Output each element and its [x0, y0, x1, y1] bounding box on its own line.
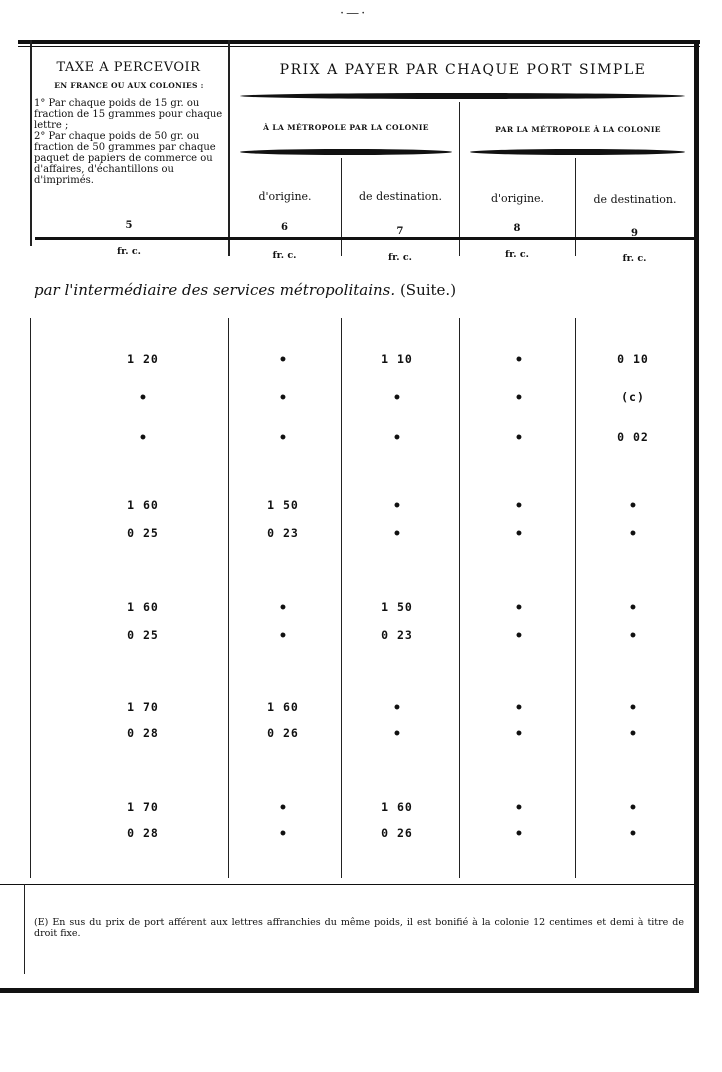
- table-cell-row5-col8: •: [514, 526, 524, 542]
- table-cell-row11-col5: 0 28: [127, 826, 159, 840]
- table-cell-row9-col5: 0 28: [127, 726, 159, 740]
- col7-label: de destination.: [359, 190, 442, 203]
- table-cell-row9-col9: •: [628, 726, 638, 742]
- table-cell-row2-col7: •: [392, 390, 402, 406]
- table-cell-row1-col5: 1 20: [127, 352, 159, 366]
- col9-label: de destination.: [593, 193, 677, 206]
- table-cell-row4-col9: •: [628, 498, 638, 514]
- header-left-rule: [30, 40, 32, 246]
- col5-description: [34, 98, 224, 186]
- table-cell-row8-col8: •: [514, 700, 524, 716]
- prix-underline: [240, 93, 685, 99]
- table-cell-row10-col7: 1 60: [381, 800, 413, 814]
- col8-number: 8: [513, 223, 521, 234]
- header-divider-8-9: [575, 158, 576, 256]
- col6-unit: fr. c.: [272, 250, 297, 261]
- section-caption: [34, 281, 456, 299]
- prix-title: PRIX A PAYER PAR CHAQUE PORT SIMPLE: [279, 62, 647, 78]
- col5-item-1: 1° Par chaque poids de 15 gr. ou fraction de 15 grammes pour chaque lettre ;: [34, 98, 223, 131]
- col8-unit: fr. c.: [505, 249, 529, 260]
- group-a-label: À LA MÉTROPOLE PAR LA COLONIE: [263, 123, 429, 132]
- header-divider-6-7: [341, 158, 342, 256]
- table-cell-row5-col9: •: [628, 526, 638, 542]
- table-top-rule: [18, 40, 700, 44]
- group-b-label: PAR LA MÉTROPOLE À LA COLONIE: [495, 125, 661, 134]
- table-cell-row3-col9: 0 02: [617, 430, 649, 444]
- table-cell-row4-col7: •: [392, 498, 402, 514]
- table-cell-row1-col6: •: [278, 352, 288, 368]
- table-top-rule-thin: [18, 46, 700, 47]
- table-cell-row1-col9: 0 10: [617, 352, 649, 366]
- col9-number: 9: [631, 228, 638, 239]
- table-cell-row10-col5: 1 70: [127, 800, 159, 814]
- table-cell-row5-col6: 0 23: [267, 526, 299, 540]
- table-cell-row6-col8: •: [514, 600, 524, 616]
- col6-label: d'origine.: [258, 190, 312, 203]
- table-cell-row2-col8: •: [514, 390, 524, 406]
- table-cell-row3-col6: •: [278, 430, 288, 446]
- table-cell-row8-col5: 1 70: [127, 700, 159, 714]
- table-cell-row7-col7: 0 23: [381, 628, 413, 642]
- table-cell-row5-col5: 0 25: [127, 526, 159, 540]
- table-cell-row6-col6: •: [278, 600, 288, 616]
- table-cell-row11-col8: •: [514, 826, 524, 842]
- table-cell-row3-col7: •: [392, 430, 402, 446]
- table-cell-row11-col7: 0 26: [381, 826, 413, 840]
- table-cell-row6-col5: 1 60: [127, 600, 159, 614]
- table-cell-row10-col6: •: [278, 800, 288, 816]
- caption-text: par l'intermédiaire des services métropolitains.: [34, 281, 396, 299]
- table-cell-row7-col6: •: [278, 628, 288, 644]
- table-cell-row1-col8: •: [514, 352, 524, 368]
- page-number: ·—·: [340, 6, 368, 21]
- col5-subtitle: EN FRANCE OU AUX COLONIES :: [54, 81, 204, 90]
- footnote: (E) En sus du prix de port afférent aux lettres affranchies du même poids, il est bonifié à la colonie 12 centimes et demi à titre de droit fixe.: [34, 917, 684, 939]
- table-cell-row8-col7: •: [392, 700, 402, 716]
- col9-unit: fr. c.: [622, 253, 647, 264]
- table-cell-row11-col6: •: [278, 826, 288, 842]
- footnote-rule: [0, 884, 694, 885]
- caption-suite: (Suite.): [399, 281, 457, 299]
- col8-label: d'origine.: [490, 192, 545, 205]
- table-cell-row1-col7: 1 10: [381, 352, 413, 366]
- table-cell-row9-col8: •: [514, 726, 524, 742]
- table-cell-row2-col6: •: [278, 390, 288, 406]
- col7-number: 7: [396, 226, 404, 237]
- table-cell-row4-col8: •: [514, 498, 524, 514]
- table-cell-row2-col5: •: [138, 390, 148, 406]
- table-cell-row9-col7: •: [392, 726, 402, 742]
- table-cell-row5-col7: •: [392, 526, 402, 542]
- table-right-rule: [694, 40, 699, 993]
- table-cell-row6-col7: 1 50: [381, 600, 413, 614]
- table-bottom-rule: [0, 988, 699, 993]
- body-left-rule: [30, 318, 31, 878]
- body-divider-6-7: [341, 318, 342, 878]
- body-divider-8-9: [575, 318, 576, 878]
- table-cell-row3-col8: •: [514, 430, 524, 446]
- group-a-underline: [240, 149, 452, 155]
- table-cell-row6-col9: •: [628, 600, 638, 616]
- footnote-left-rule: [24, 884, 25, 974]
- body-divider-7-8: [459, 318, 460, 878]
- table-cell-row3-col5: •: [138, 430, 148, 446]
- table-cell-row4-col6: 1 50: [267, 498, 299, 512]
- table-cell-row4-col5: 1 60: [127, 498, 159, 512]
- col5-title: TAXE A PERCEVOIR: [56, 60, 201, 75]
- table-cell-row7-col8: •: [514, 628, 524, 644]
- col5-unit: fr. c.: [117, 246, 141, 257]
- body-divider-5-6: [228, 318, 229, 878]
- table-cell-row8-col9: •: [628, 700, 638, 716]
- col7-unit: fr. c.: [388, 252, 412, 263]
- table-cell-row9-col6: 0 26: [267, 726, 299, 740]
- table-cell-row8-col6: 1 60: [267, 700, 299, 714]
- col5-number: 5: [125, 220, 133, 231]
- col6-number: 6: [281, 222, 288, 233]
- table-cell-row7-col9: •: [628, 628, 638, 644]
- table-cell-row11-col9: •: [628, 826, 638, 842]
- col5-item-2: 2° Par chaque poids de 50 gr. ou fraction de 50 grammes par chaque paquet de papiers de commerce ou d'affaires, d'échantillons ou d'imprimés.: [34, 131, 216, 186]
- group-b-underline: [470, 149, 685, 155]
- table-cell-row2-col9: (c): [621, 390, 645, 404]
- table-cell-row7-col5: 0 25: [127, 628, 159, 642]
- table-cell-row10-col8: •: [514, 800, 524, 816]
- table-cell-row10-col9: •: [628, 800, 638, 816]
